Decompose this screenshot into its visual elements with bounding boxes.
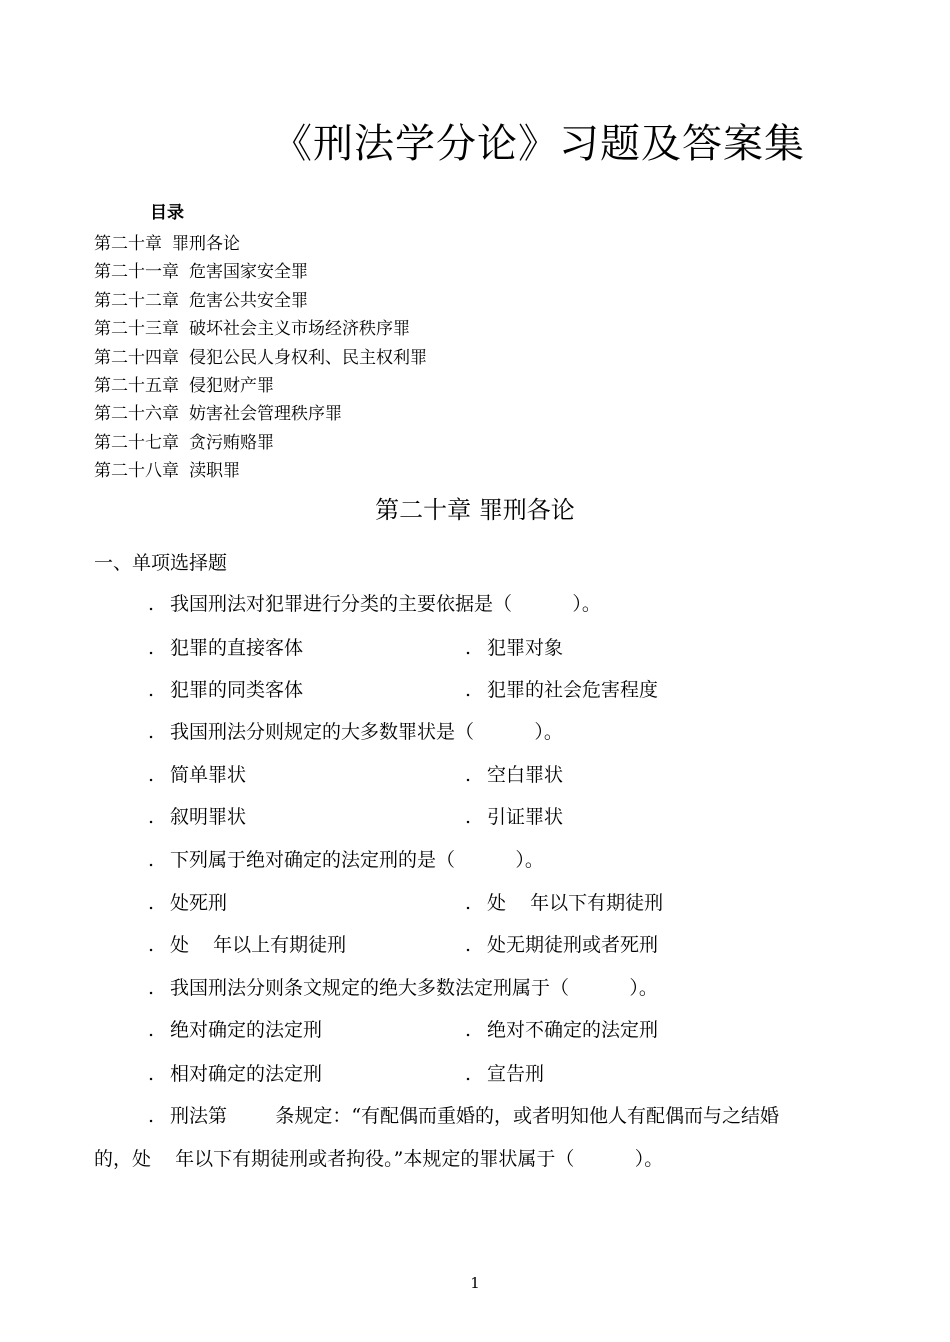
question-option: . 绝对确定的法定刑 (148, 1019, 323, 1041)
toc-item-number: 第二十七章 (94, 432, 179, 453)
toc-item-title: 妨害社会管理秩序罪 (189, 404, 342, 425)
toc-item-title: 渎职罪 (189, 461, 240, 482)
option-text: 绝对确定的法定刑 (170, 1019, 323, 1041)
question-stem-text: 下列属于绝对确定的法定刑的是（ ）。 (170, 849, 544, 871)
question-stem-continuation: 的，处 年以下有期徒刑或者拘役。”本规定的罪状属于（ ）。 (94, 1148, 664, 1170)
option-text: 犯罪对象 (487, 637, 564, 659)
question-option: . 犯罪的社会危害程度 (465, 679, 659, 701)
question-stem-text: 刑法第 条规定：“有配偶而重婚的，或者明知他人有配偶而与之结婚 (170, 1105, 780, 1127)
question-option: . 处无期徒刑或者死刑 (465, 934, 659, 956)
toc-item-number: 第二十四章 (94, 347, 179, 368)
option-text: 处 年以下有期徒刑 (487, 892, 664, 914)
option-text: 犯罪的直接客体 (170, 637, 304, 659)
option-text: 处无期徒刑或者死刑 (487, 934, 659, 956)
toc-item[interactable] (94, 315, 427, 343)
toc-item-number: 第二十二章 (94, 290, 179, 311)
option-text: 引证罪状 (487, 806, 564, 828)
question-stem-text: 我国刑法对犯罪进行分类的主要依据是（ ）。 (170, 593, 601, 615)
question-option: . 相对确定的法定刑 (148, 1063, 323, 1085)
question-option: . 简单罪状 (148, 764, 247, 786)
chapter-number: 第二十章 (375, 496, 472, 524)
option-text: 宣告刑 (487, 1063, 545, 1085)
document-title: 《刑法学分论》习题及答案集 (272, 121, 805, 167)
question-option: . 引证罪状 (465, 806, 564, 828)
toc-item-title: 罪刑各论 (172, 234, 240, 254)
question-option: . 绝对不确定的法定刑 (465, 1019, 659, 1041)
question-option: . 处 年以下有期徒刑 (465, 892, 664, 914)
question-option: . 处 年以上有期徒刑 (148, 934, 347, 956)
toc-item-title: 破坏社会主义市场经济秩序罪 (189, 319, 410, 340)
option-text: 相对确定的法定刑 (170, 1063, 323, 1085)
toc-item-title: 危害国家安全罪 (189, 262, 308, 283)
option-text: 处死刑 (170, 892, 228, 914)
question-option: . 宣告刑 (465, 1063, 545, 1085)
toc-heading: 目录 (150, 203, 184, 223)
toc-item-number: 第二十五章 (94, 375, 179, 396)
question-option: . 处死刑 (148, 892, 228, 914)
toc-item[interactable] (94, 429, 427, 457)
toc-item-number: 第二十章 (94, 234, 162, 254)
toc-item-title: 危害公共安全罪 (189, 290, 308, 311)
toc-item-title: 贪污贿赂罪 (189, 432, 274, 453)
toc-item[interactable] (94, 457, 427, 485)
option-text: 犯罪的社会危害程度 (487, 679, 659, 701)
toc-item[interactable] (94, 344, 427, 372)
section-heading: 一、单项选择题 (94, 552, 228, 574)
chapter-heading (0, 490, 950, 525)
option-text: 绝对不确定的法定刑 (487, 1019, 659, 1041)
toc-item[interactable] (94, 287, 427, 315)
question-option: . 犯罪的直接客体 (148, 637, 304, 659)
toc-item[interactable] (94, 258, 427, 286)
toc-item[interactable] (94, 400, 427, 428)
question-option: . 犯罪对象 (465, 637, 564, 659)
question-stem-text: 我国刑法分则规定的大多数罪状是（ ）。 (170, 721, 563, 743)
toc-item-number: 第二十六章 (94, 404, 179, 425)
toc-item-title: 侵犯财产罪 (189, 375, 274, 396)
table-of-contents (94, 230, 427, 486)
toc-item-number: 第二十三章 (94, 319, 179, 340)
option-text: 叙明罪状 (170, 806, 247, 828)
question-stem: . 我国刑法对犯罪进行分类的主要依据是（ ）。 (148, 593, 601, 615)
question-stem: . 我国刑法分则规定的大多数罪状是（ ）。 (148, 721, 563, 743)
question-option: . 空白罪状 (465, 764, 564, 786)
toc-item-number: 第二十八章 (94, 461, 179, 482)
option-text: 犯罪的同类客体 (170, 679, 304, 701)
question-option: . 叙明罪状 (148, 806, 247, 828)
question-option: . 犯罪的同类客体 (148, 679, 304, 701)
toc-item-title: 侵犯公民人身权利、民主权利罪 (189, 347, 427, 368)
option-text: 简单罪状 (170, 764, 247, 786)
question-stem: . 我国刑法分则条文规定的绝大多数法定刑属于（ ）。 (148, 977, 658, 999)
toc-item[interactable] (94, 372, 427, 400)
page-number: 1 (470, 1274, 480, 1292)
toc-item-number: 第二十一章 (94, 262, 179, 283)
question-stem: . 下列属于绝对确定的法定刑的是（ ）。 (148, 849, 544, 871)
toc-item[interactable] (94, 230, 427, 258)
question-stem: . 刑法第 条规定：“有配偶而重婚的，或者明知他人有配偶而与之结婚 (148, 1105, 780, 1127)
option-text: 空白罪状 (487, 764, 564, 786)
chapter-title: 罪刑各论 (478, 496, 575, 524)
option-text: 处 年以上有期徒刑 (170, 934, 347, 956)
question-stem-text: 我国刑法分则条文规定的绝大多数法定刑属于（ ）。 (170, 977, 658, 999)
